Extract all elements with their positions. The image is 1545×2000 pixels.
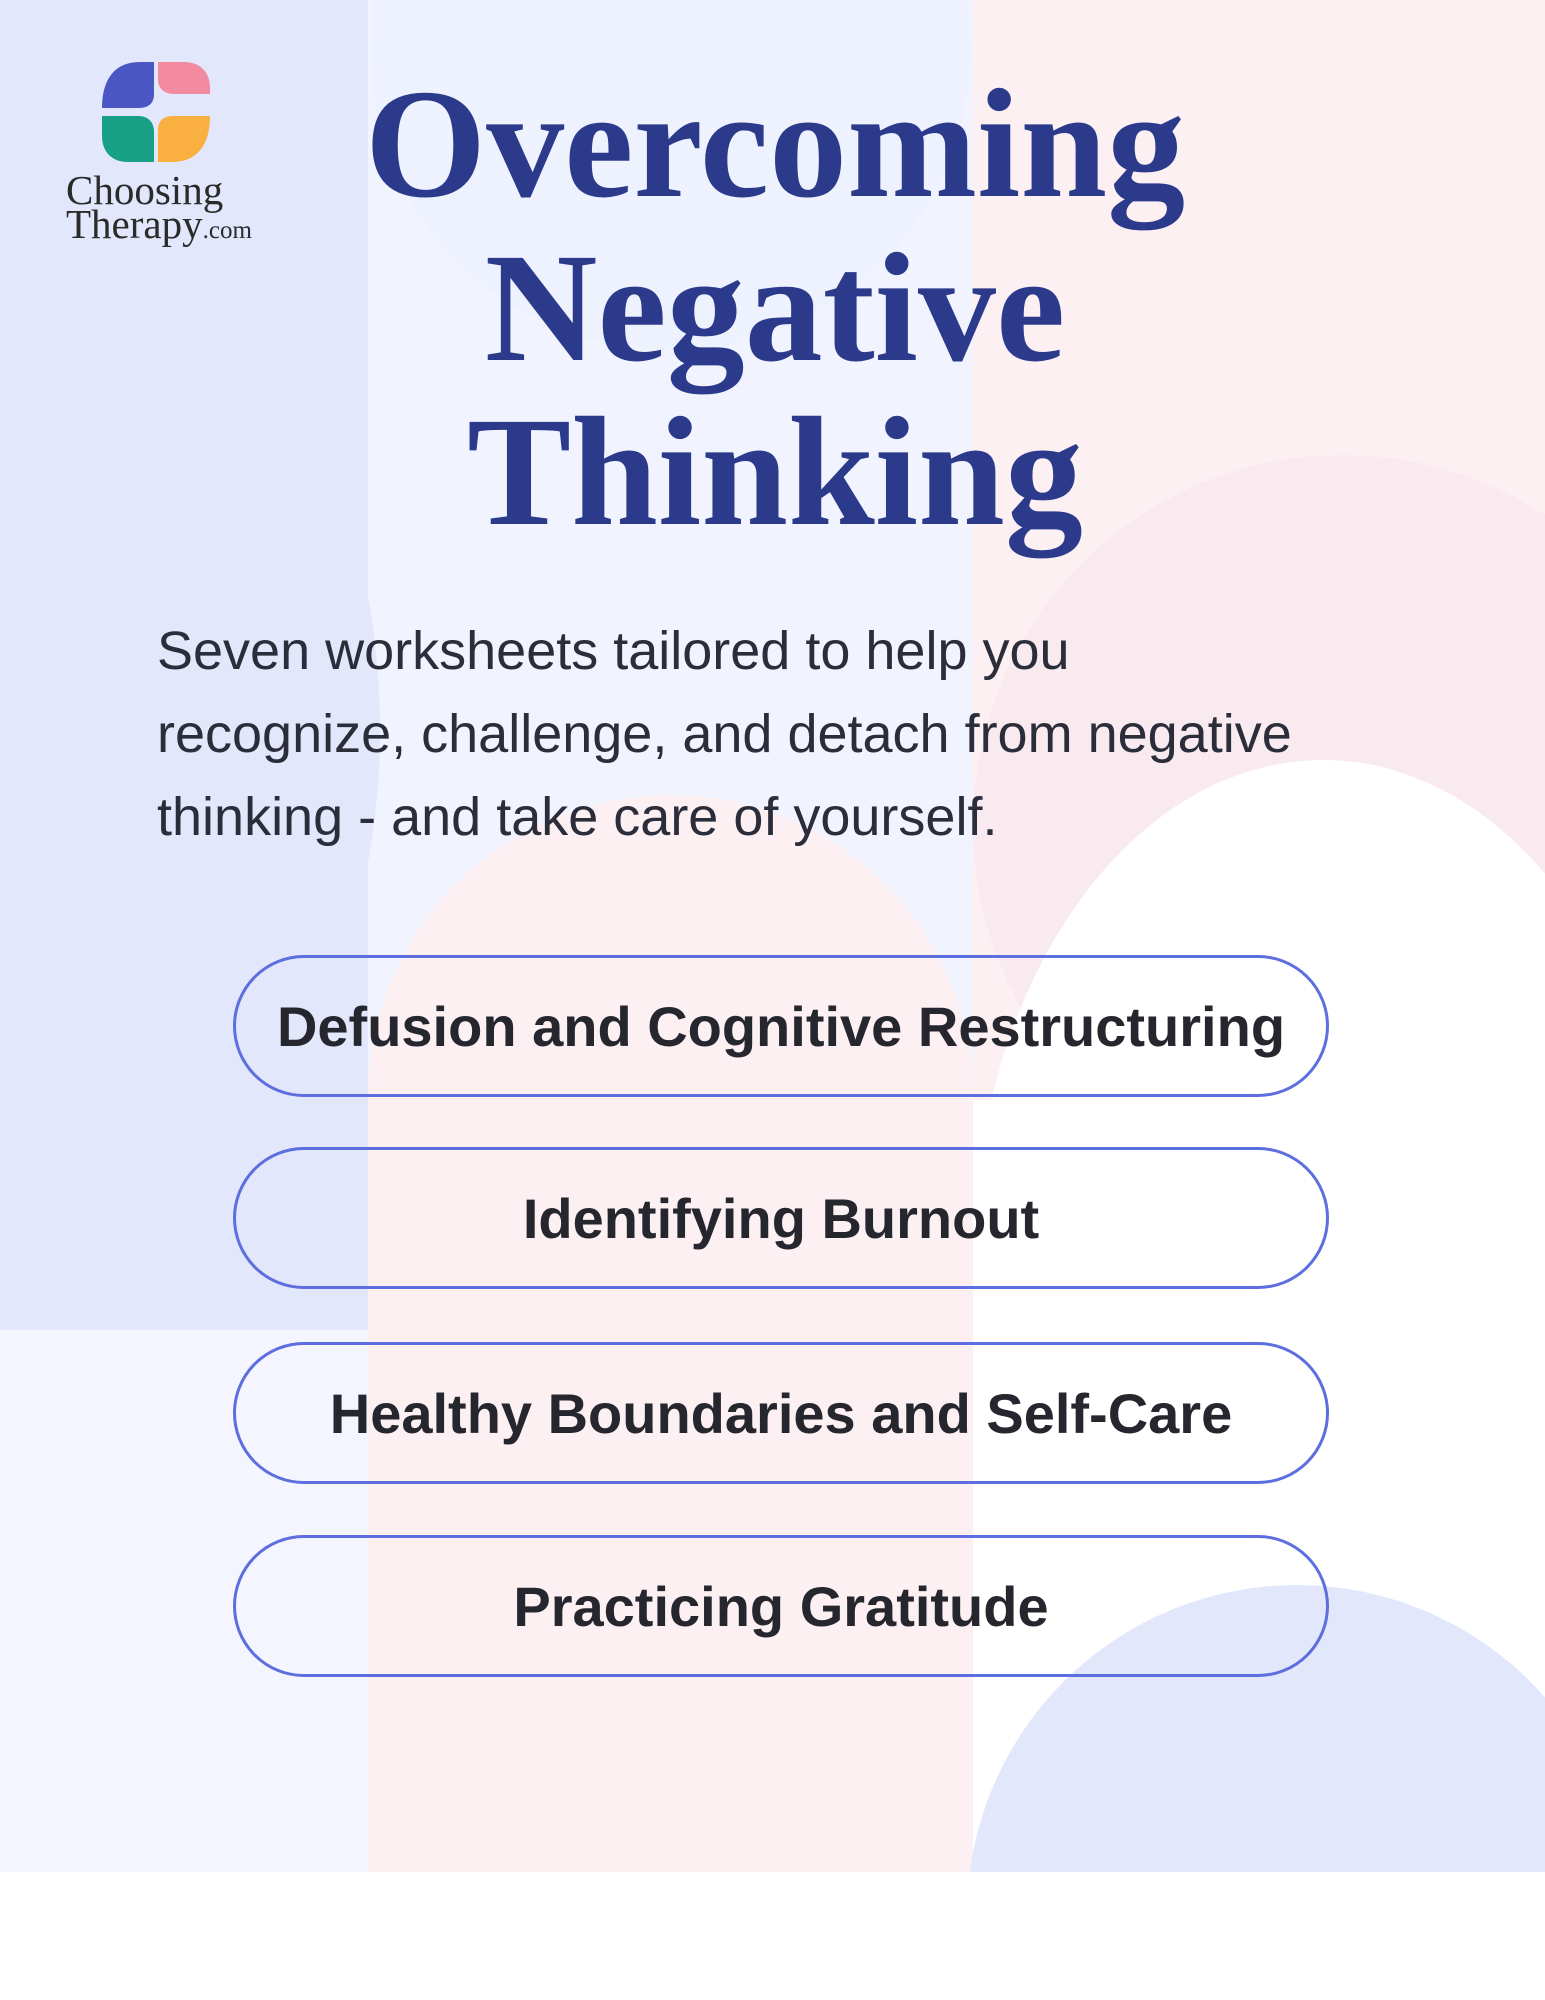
logo-bottom-left-petal [102,116,154,162]
worksheet-button-defusion[interactable] [233,955,1329,1097]
title-line-3: Thinking [467,385,1083,558]
worksheet-button-burnout[interactable] [233,1147,1329,1289]
page-title [300,57,1250,558]
worksheet-button-boundaries[interactable] [233,1342,1329,1484]
logo-wordmark-suffix: .com [202,217,252,244]
subtitle-line-2: recognize, challenge, and detach from negative [157,704,1292,764]
worksheet-label: Identifying Burnout [522,1186,1040,1250]
logo-wordmark-line1: Choosing [66,167,224,213]
title-line-2: Negative [484,221,1066,394]
worksheet-label: Practicing Gratitude [513,1574,1049,1638]
logo-top-left-petal [102,62,154,108]
worksheet-label: Healthy Boundaries and Self-Care [329,1381,1233,1445]
title-line-1: Overcoming [364,57,1186,230]
page-subtitle [157,610,1457,859]
logo-bottom-right-petal [158,116,210,162]
subtitle-line-1: Seven worksheets tailored to help you [157,621,1070,681]
subtitle-line-3: thinking - and take care of yourself. [157,787,998,847]
worksheet-button-gratitude[interactable] [233,1535,1329,1677]
brand-logo[interactable] [66,58,266,248]
logo-top-right-petal [158,62,210,94]
logo-wordmark-line2 [66,202,252,253]
logo-mark-icon [100,58,212,166]
logo-wordmark-therapy: Therapy [66,201,203,247]
worksheet-label: Defusion and Cognitive Restructuring [276,994,1286,1058]
